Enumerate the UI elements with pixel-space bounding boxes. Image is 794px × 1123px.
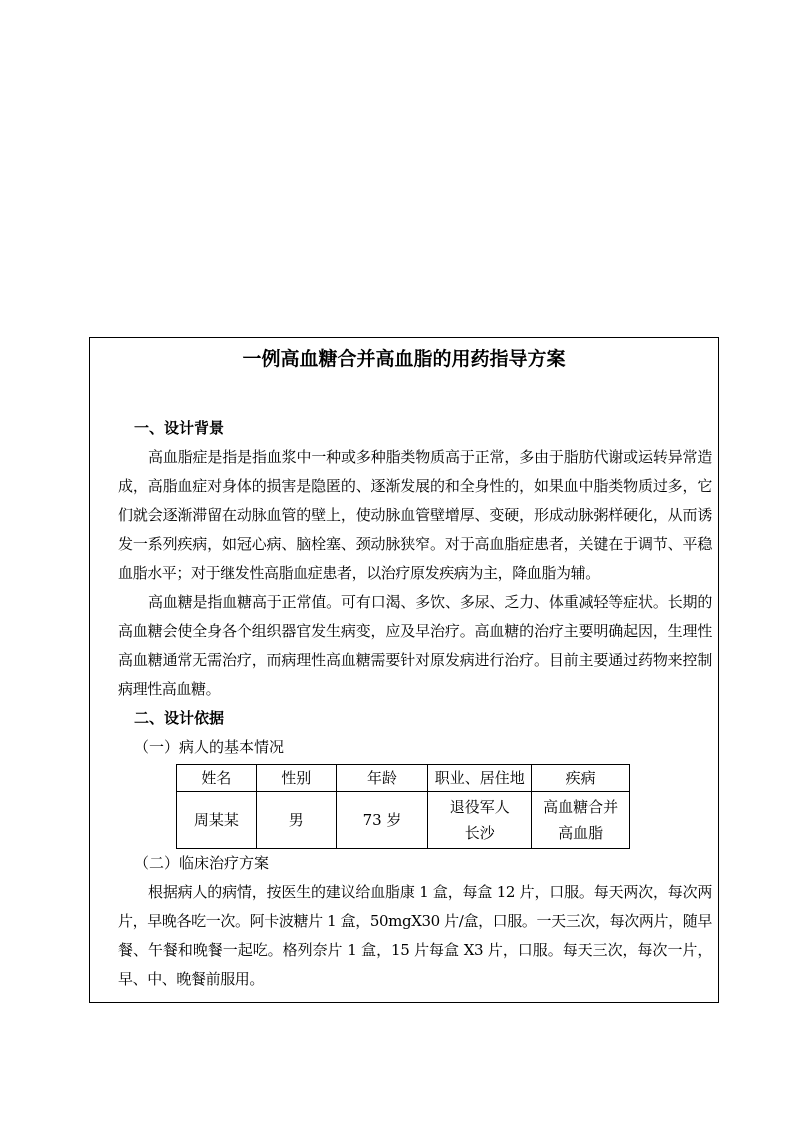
subheading-patient-info: （一）病人的基本情况 — [134, 738, 285, 756]
table-header-age: 年龄 — [336, 765, 428, 792]
paragraph-treatment: 根据病人的病情，按医生的建议给血脂康 1 盒，每盒 12 片，口服。每天两次，每次两片，早晚各吃一次。阿卡波糖片 1 盒，50mgX30 片/盒，口服。一天三次，每次两片，随早餐、午餐和晚餐一起吃。格列奈片 1 盒，15 片每盒 X3 片，口服。每天三次，每次一片，早、中、晚餐前服用。 — [118, 883, 712, 988]
paragraph-hyperlipidemia: 高血脂症是指是指血浆中一种或多种脂类物质高于正常，多由于脂肪代谢或运转异常造成，高脂血症对身体的损害是隐匿的、逐渐发展的和全身性的，如果血中脂类物质过多，它们就会逐渐滞留在动脉血管的壁上，使动脉血管壁增厚、变硬，形成动脉粥样硬化，从而诱发一系列疾病，如冠心病、脑栓塞、颈动脉狭窄。对于高血脂症患者，关键在于调节、平稳血脂水平；对于继发性高脂血症患者，以治疗原发疾病为主，降血脂为辅。 — [118, 448, 712, 582]
cell-occupation — [428, 792, 532, 849]
table-header-sex: 性别 — [256, 765, 336, 792]
cell-disease-line1: 高血糖合并 — [543, 798, 619, 816]
table-header-row — [177, 765, 630, 792]
document-title: 一例高血糖合并高血脂的用药指导方案 — [242, 348, 566, 370]
paragraph-hyperglycemia: 高血糖是指血糖高于正常值。可有口渴、多饮、多尿、乏力、体重减轻等症状。长期的高血糖会使全身各个组织器官发生病变，应及早治疗。高血糖的治疗主要明确起因，生理性高血糖通常无需治疗，而病理性高血糖需要针对原发病进行治疗。目前主要通过药物来控制病理性高血糖。 — [118, 593, 712, 698]
cell-sex: 男 — [256, 792, 336, 849]
cell-occupation-line2: 长沙 — [464, 824, 495, 842]
section-heading-basis: 二、设计依据 — [134, 709, 225, 727]
document-frame — [89, 337, 719, 1003]
cell-disease — [532, 792, 630, 849]
table-header-name: 姓名 — [177, 765, 257, 792]
document-content — [118, 414, 712, 994]
subheading-treatment-plan: （二）临床治疗方案 — [134, 854, 270, 872]
patient-info-table — [176, 764, 630, 849]
section-heading-background: 一、设计背景 — [134, 419, 225, 437]
cell-disease-line2: 高血脂 — [558, 824, 604, 842]
cell-name: 周某某 — [177, 792, 257, 849]
table-header-occupation: 职业、居住地 — [428, 765, 532, 792]
cell-occupation-line1: 退役军人 — [449, 798, 510, 816]
cell-age: 73 岁 — [336, 792, 428, 849]
table-header-disease: 疾病 — [532, 765, 630, 792]
table-row — [177, 792, 630, 849]
